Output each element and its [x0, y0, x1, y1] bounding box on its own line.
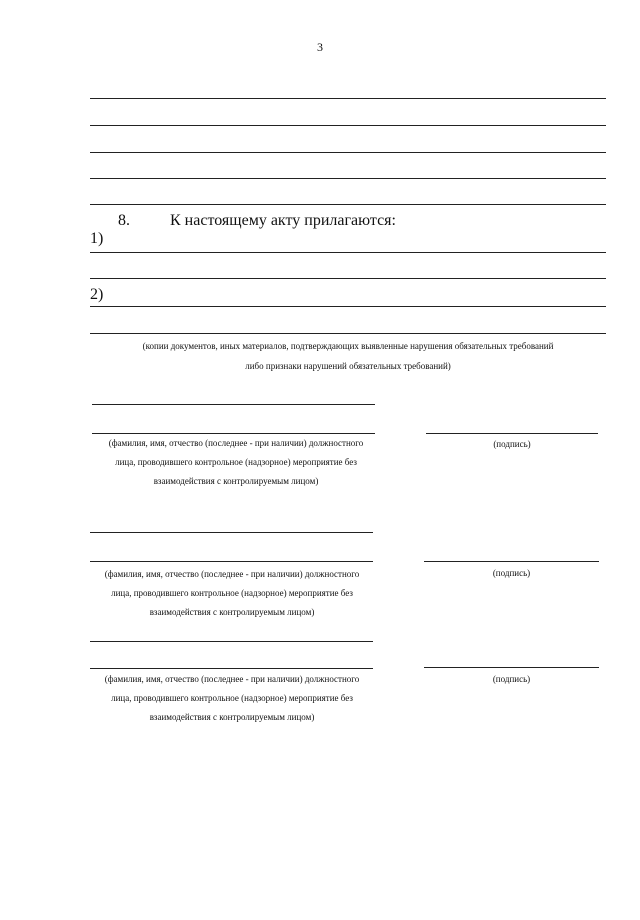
name-line — [90, 668, 373, 669]
name-caption-line: лица, проводившего контрольное (надзорное) мероприятие без — [111, 588, 353, 598]
blank-line — [90, 152, 606, 153]
name-caption-line: лица, проводившего контрольное (надзорное) мероприятие без — [111, 693, 353, 703]
attachment-line — [90, 333, 606, 334]
attachment-line — [90, 252, 606, 253]
attachment-line — [90, 278, 606, 279]
section-title: К настоящему акту прилагаются: — [170, 212, 396, 229]
blank-line — [90, 178, 606, 179]
name-caption-line: (фамилия, имя, отчество (последнее - при наличии) должностного — [108, 438, 364, 448]
name-caption-line: взаимодействия с контролируемым лицом) — [149, 607, 315, 617]
signature-caption: (подпись) — [492, 568, 531, 578]
attachments-caption-line: либо признаки нарушений обязательных требований) — [245, 361, 451, 371]
name-caption — [82, 670, 382, 727]
attachment-item-1: 1) — [90, 230, 104, 247]
name-line — [90, 641, 373, 642]
name-caption — [86, 434, 386, 491]
name-line — [90, 561, 373, 562]
signature-caption: (подпись) — [492, 674, 531, 684]
attachment-line — [90, 306, 606, 307]
signature-line — [426, 433, 598, 434]
name-caption-line: (фамилия, имя, отчество (последнее - при наличии) должностного — [104, 674, 360, 684]
name-caption-line: лица, проводившего контрольное (надзорное) мероприятие без — [115, 457, 357, 467]
section-number: 8. — [118, 212, 130, 229]
signature-line — [424, 667, 599, 668]
name-caption-line: (фамилия, имя, отчество (последнее - при наличии) должностного — [104, 569, 360, 579]
name-caption-line: взаимодействия с контролируемым лицом) — [153, 476, 319, 486]
attachments-caption-line: (копии документов, иных материалов, подтверждающих выявленные нарушения обязательных требований — [142, 341, 554, 351]
name-line — [90, 532, 373, 533]
name-caption-line: взаимодействия с контролируемым лицом) — [149, 712, 315, 722]
blank-line — [90, 98, 606, 99]
blank-line — [90, 125, 606, 126]
page-number: 3 — [317, 40, 323, 54]
attachment-item-2: 2) — [90, 286, 104, 303]
signature-caption: (подпись) — [493, 439, 531, 449]
attachments-caption — [90, 336, 606, 376]
name-line — [92, 404, 375, 405]
name-caption — [82, 565, 382, 622]
signature-line — [424, 561, 599, 562]
blank-line — [90, 204, 606, 205]
